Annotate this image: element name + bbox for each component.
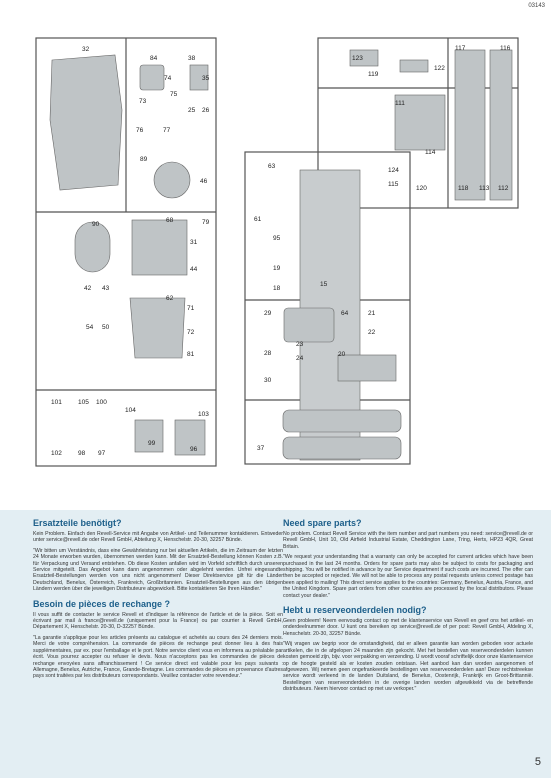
section-fr — [33, 599, 283, 680]
part-label: 30 — [264, 377, 272, 384]
part-label: 77 — [163, 127, 171, 134]
part-label: 111 — [395, 100, 405, 107]
part-label: 103 — [198, 411, 209, 418]
part-label: 32 — [82, 46, 90, 53]
part-label: 20 — [338, 351, 346, 358]
part-label: 120 — [416, 185, 427, 192]
paragraph: Il vous suffit de contacter le service Revell et d'indiquer la référence de l'article et de la pièce. Soit en écrivant par mail à france@revell.de (uniquement pour la France) ou par courrier à Revell GmbH, Département X, Henschelstr. 20-30, D-32257 Bünde. — [33, 611, 283, 631]
part-label: 89 — [140, 156, 148, 163]
part-label: 35 — [202, 75, 210, 82]
part-label: 24 — [296, 355, 304, 362]
part-label: 101 — [51, 399, 62, 406]
part-label: 50 — [102, 324, 110, 331]
part-label: 102 — [51, 450, 62, 457]
paragraph: No problem. Contact Revell Service with the item number and part numbers you need: service@revell.de or Revell GmbH, Unit 10, Old Airfield Industrial Estate, Cheddington Lane, Tring, Herts, HP23 4QR, Great Britain. — [283, 531, 533, 550]
part-label: 100 — [96, 399, 107, 406]
part-label: 72 — [187, 329, 195, 336]
part-label: 38 — [188, 55, 196, 62]
paragraph: Kein Problem. Einfach den Revell-Service mit Angabe von Artikel- und Teilenummer kontaktieren. Entweder unter service@revell.de oder Revell GmbH, Abteilung X, Henschelstr. 20-30, 32257 Bünde. — [33, 531, 283, 544]
part-label: 73 — [139, 98, 147, 105]
part-label: 112 — [498, 185, 509, 192]
part-label: 26 — [202, 107, 210, 114]
spare-parts-info — [0, 510, 551, 778]
part-label: 44 — [190, 266, 198, 273]
section-de — [33, 518, 283, 593]
part-label: 95 — [273, 235, 281, 242]
part-label: 43 — [102, 285, 110, 292]
part-label: 15 — [320, 281, 328, 288]
part-label: 21 — [368, 310, 376, 317]
heading-en: Need spare parts? — [283, 518, 362, 528]
part-label: 114 — [425, 149, 436, 156]
section-en — [283, 518, 533, 599]
part-label: 117 — [455, 45, 466, 52]
part-label: 124 — [388, 167, 399, 174]
part-label: 97 — [98, 450, 106, 457]
part-label: 29 — [264, 310, 272, 317]
part-label: 71 — [187, 305, 195, 312]
part-label: 31 — [190, 239, 198, 246]
part-label: 61 — [254, 216, 262, 223]
heading-de: Ersatzteile benötigt? — [33, 518, 122, 528]
part-label: 63 — [268, 163, 276, 170]
column-left — [33, 518, 283, 686]
part-label: 81 — [187, 351, 195, 358]
part-label: 46 — [200, 178, 208, 185]
part-label: 19 — [273, 265, 281, 272]
part-label: 54 — [86, 324, 94, 331]
part-label: 74 — [164, 75, 172, 82]
part-label: 75 — [170, 91, 178, 98]
part-label: 18 — [273, 285, 281, 292]
document-number: 03143 — [528, 3, 545, 9]
paragraph: "Wij vragen uw begrip voor de omstandigheid, dat er alleen garantie kan worden geboden voor actuele artikelen, die in de afgelopen 24 maanden zijn gekocht. Met het bestellen van reserveonderdelen kunnen kosten gemoeid zijn, bijv. voor verpakking en verzending. U wordt vooraf schriftelijk door onze klantenservice op de hoogte gesteld als er kosten zouden ontstaan. Het aanbod kan dan worden aangenomen of afgewezen. Wij nemen geen ongefrankeerde bestellingen van reserveonderdelen aan! Deze rechtstreekse service wordt verleend in de landen Duitsland, de Benelux, Oostenrijk, Frankrijk en Groot-Brittannië. Bestellingen van reserveonderdelen in de overige landen worden afgewikkeld via de betreffende distributeurs. Neem hiervoor contact op met uw verkoper." — [283, 641, 533, 693]
part-label: 116 — [500, 45, 511, 52]
part-label: 25 — [188, 107, 196, 114]
part-label: 113 — [479, 185, 490, 192]
page-number: 5 — [534, 756, 541, 768]
part-label: 98 — [78, 450, 86, 457]
part-label: 99 — [148, 440, 156, 447]
part-label: 118 — [458, 185, 469, 192]
part-label: 64 — [341, 310, 349, 317]
part-label: 104 — [125, 407, 136, 414]
part-label: 76 — [136, 127, 144, 134]
part-label: 62 — [166, 295, 174, 302]
part-label: 23 — [296, 341, 304, 348]
heading-fr: Besoin de pièces de rechange ? — [33, 598, 171, 609]
part-label: 42 — [84, 285, 92, 292]
part-label: 37 — [257, 445, 265, 452]
part-label: 96 — [190, 446, 198, 453]
paragraph: "La garantie s'applique pour les articles présents au catalogue et achetés au cours des 24 derniers mois. Merci de votre compréhension. La commande de pièces de rechange peut donner lieu à des frais supplémentaires, par ex. pour l'emballage et le port. Notre service client vous en informera au préalable par écrit. Vous pourrez accepter ou refuser le devis. Nous n'acceptons pas les commandes de pièces de rechange envoyées sans affranchissement ! Ce service direct est valable pour les pays suivants : Allemagne, Benelux, Autriche, France, Grande-Bretagne. Les commandes de pièces en provenance d'autres pays sont traitées par les distributeurs correspondants. Veuillez contacter votre revendeur." — [33, 634, 283, 680]
paragraph: "We request your understanding that a warranty can only be accepted for current articles which have been purchased in the last 24 months. Orders for spare parts may also be subject to costs for packaging and shipping. You will be notified in advance by our Service department if such costs are incurred. The offer can then be accepted or rejected. We will not be able to process any postal requests unless correct postage has been applied to mailing! This direct service applies to the countries: Germany, Benelux, Austria, France, and the United Kingdom. Spare part orders from other countries are processed by the local distributors. Please contact your dealer." — [283, 554, 533, 599]
heading-nl: Hebt u reserveonderdelen nodig? — [283, 605, 427, 616]
column-right — [283, 518, 533, 699]
part-label: 79 — [202, 219, 210, 226]
part-label: 115 — [388, 181, 399, 188]
part-label: 119 — [368, 71, 379, 78]
part-label: 105 — [78, 399, 89, 406]
part-label: 84 — [150, 55, 158, 62]
section-nl — [283, 605, 533, 692]
paragraph: "Wir bitten um Verständnis, dass eine Gewährleistung nur bei aktuellen Artikeln, die im Zeitraum der letzten 24 Monate erworben wurden, übernommen werden kann. Mit der Ersatzteil-Bestellung können Kosten z.B. für Verpackung und Versand entstehen. Ob diese Kosten anfallen wird im Vorfeld schriftlich durch unseren Service mitgeteilt. Das Angebot kann dann angenommen oder abgelehnt werden. Unfrei eingesandte Ersatzteil-Bestellungen werden von uns nicht angenommen! Dieser Direktservice gilt für die Länder Deutschland, Benelux, Österreich, Frankreich, Großbritannien. Ersatzteil-Bestellungen aus den übrigen Ländern werden über die jeweiligen Distributeure abgewickelt. Bitte kontaktieren Sie Ihren Händler." — [33, 547, 283, 593]
part-label: 123 — [352, 55, 363, 62]
part-label: 122 — [434, 65, 445, 72]
paragraph: Geen probleem! Neem eenvoudig contact op met de klantenservice van Revell en geef ons het artikel- en onderdeelnummer door. U kunt ons bereiken op service@revell.de of per post: Revell GmbH, Afdeling X, Henschelstr. 20-30, 32257 Bünde. — [283, 618, 533, 637]
part-label: 22 — [368, 329, 376, 336]
part-label: 68 — [166, 217, 174, 224]
part-label: 28 — [264, 350, 272, 357]
part-label: 90 — [92, 221, 100, 228]
